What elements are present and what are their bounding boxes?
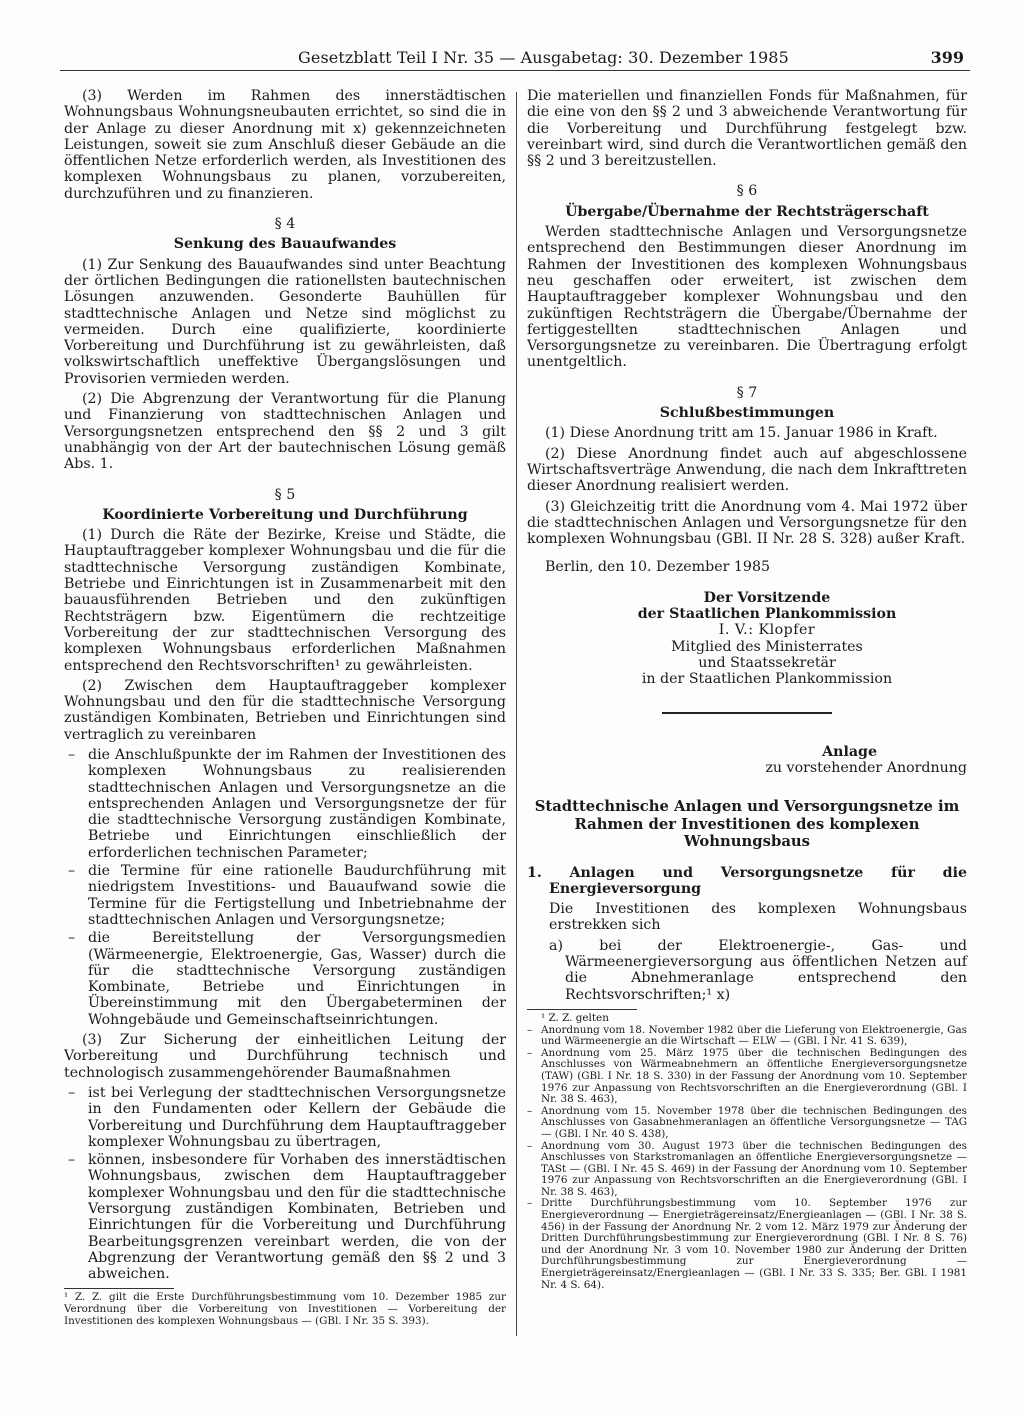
continued-paragraph: Die materiellen und finanziellen Fonds für Maßnahmen, für die eine von den §§ 2 und 3 abweichende Verantwortung für die Vorbereitung und Durchführung festgelegt bzw. vereinbart wird, sind durch die Verantwortlichen gemäß den §§ 2 und 3 bereitzustellen. <box>527 88 967 170</box>
section-4-title: Senkung des Bauaufwandes <box>173 236 397 253</box>
page-number: 399 <box>930 48 964 67</box>
footnote-item: – Anordnung vom 15. November 1978 über die technischen Bedingungen des Anschlusses von Gasabnehmeranlagen an öffentliche Versorgungsnetze — TAG — (GBl. I Nr. 40 S. 438), <box>527 1106 967 1141</box>
footnote-rule <box>64 1288 174 1289</box>
annex-item-1-title: 1. Anlagen und Versorgungsnetze für die Energieversorgung <box>527 864 967 897</box>
left-footnote <box>64 1292 506 1327</box>
section-5-paragraph-3-list <box>64 1085 506 1283</box>
signatory-role-3: in der Staatlichen Plankommission <box>641 671 893 688</box>
section-6-paragraph: Werden stadttechnische Anlagen und Versorgungsnetze entsprechend den Bestimmungen dieser Anordnung im Rahmen der Investitionen des komplexen Wohnungsbaus neu geschaffen oder erweitert, ist zwischen dem Hauptauftraggeber komplexer Wohnungsbau und den zukünftigen Rechtsträgern die Übergabe/Übernahme der fertiggestellten stadttechnischen Anlagen und Versorgungsnetze zu vereinbaren. Die Übertragung erfolgt unentgeltlich. <box>527 224 967 371</box>
section-4-paragraph-1: (1) Zur Senkung des Bauaufwandes sind unter Beachtung der örtlichen Bedingungen die rationellsten bautechnischen Lösungen anzuwenden. Gesonderte Bauhüllen für stadttechnische Anlagen und Netze sind möglichst zu vermeiden. Durch eine qualifizierte, koordinierte Vorbereitung und Durchführung ist zu gewährleisten, daß volkswirtschaftlich uneffektive Übergangslösungen und Provisorien vermieden werden. <box>64 256 506 387</box>
annex-item-1-text: Die Investitionen des komplexen Wohnungsbaus erstrekken sich <box>549 901 967 934</box>
footnote-rule <box>527 1009 637 1010</box>
right-footnote <box>527 1013 967 1291</box>
section-5-number: § 5 <box>274 486 296 503</box>
section-4-number: § 4 <box>274 216 296 233</box>
signature-block <box>567 590 967 688</box>
separator-rule <box>662 712 832 714</box>
list-item: – können, insbesondere für Vorhaben des innerstädtischen Wohnungsbaus, zwischen dem Hauptauftraggeber komplexer Wohnungsbau und den für die stadttechnische Versorgung zuständigen Kombinaten, Betrieben und Einrichtungen für die Vorbereitung und Durchführung Bearbeitungsgrenzen vereinbart werden, die von der Abgrenzung der Verantwortung gemäß den §§ 2 und 3 abweichen. <box>64 1152 506 1282</box>
footnote-list <box>527 1025 967 1292</box>
list-item: – die Bereitstellung der Versorgungsmedien (Wärmeenergie, Elektroenergie, Gas, Wasser) durch die für die stadttechnische Versorgung zuständigen Kombinate, Betriebe und Einrichtungen in Übereinstimmung mit den Übergabeterminen der Wohngebäude und Gemeinschaftseinrichtungen. <box>64 930 506 1028</box>
annex-subtitle: zu vorstehender Anordnung <box>765 759 967 776</box>
section-6-title: Übergabe/Übernahme der Rechtsträgerschaft <box>565 203 929 220</box>
footnote-item: – Anordnung vom 30. August 1973 über die technischen Bedingungen des Anschlusses von Starkstromanlagen an öffentliche Energieversorgungsnetze — TASt — (GBl. I Nr. 45 S. 469) in der Fassung der Anordnung vom 10. September 1976 zur Anpassung von Rechtsvorschriften an die Energieverordnung (GBl. I Nr. 38 S. 463), <box>527 1141 967 1199</box>
place-date: Berlin, den 10. Dezember 1985 <box>545 559 771 576</box>
annex-title: Anlage <box>822 743 877 760</box>
section-4-paragraph-2: (2) Die Abgrenzung der Verantwortung für die Planung und Finanzierung von stadttechnischen Anlagen und Versorgungsnetzen entsprechend den §§ 2 und 3 gilt unabhängig von der Art der bautechnischen Lösung gemäß Abs. 1. <box>64 391 506 473</box>
section-5-paragraph-2: (2) Zwischen dem Hauptauftraggeber komplexer Wohnungsbau und den für die stadttechnische Versorgung zuständigen Kombinaten, Betrieben und Einrichtungen sind vertraglich zu vereinbaren <box>64 677 506 743</box>
footnote-item: – Dritte Durchführungsbestimmung vom 10. September 1976 zur Energieverordnung — Energieträgereinsatz/Energieanlagen — (GBl. I Nr. 38 S. 456) in der Fassung der Anordnung Nr. 2 vom 12. März 1979 zur Änderung der Dritten Durchführungsbestimmung zur Energieverordnung (GBl. I Nr. 8 S. 76) und der Anordnung Nr. 3 vom 10. November 1980 zur Änderung der Dritten Durchführungsbestimmung zur Energieverordnung — Energieträgereinsatz/Energieanlagen — (GBl. I Nr. 33 S. 335; Ber. GBl. I 1981 Nr. 4 S. 64). <box>527 1198 967 1291</box>
section-7-number: § 7 <box>736 384 758 401</box>
signatory-authority: der Staatlichen Plankommission <box>637 606 897 623</box>
list-item: – ist bei Verlegung der stadttechnischen Versorgungsnetze in den Fundamenten oder Kellern der Gebäude die Vorbereitung und Durchführung dem Hauptauftraggeber komplexer Wohnungsbau zu übertragen, <box>64 1085 506 1150</box>
section-7-paragraph-3: (3) Gleichzeitig tritt die Anordnung vom 4. Mai 1972 über die stadttechnischen Anlagen und Versorgungsnetze für den komplexen Wohnungsbau (GBl. II Nr. 28 S. 328) außer Kraft. <box>527 498 967 548</box>
section-5-paragraph-2-list <box>64 747 506 1028</box>
footnote-item: – Anordnung vom 25. März 1975 über die technischen Bedingungen des Anschlusses von Wärmeabnehmern an öffentliche Energieversorgungsnetze (TAW) (GBl. I Nr. 18 S. 330) in der Fassung der Anordnung vom 10. September 1976 zur Anpassung von Rechtsvorschriften an die Energieverordnung (GBl. I Nr. 38 S. 463), <box>527 1048 967 1106</box>
right-column <box>527 88 967 1295</box>
footnote-text: ¹ Z. Z. gilt die Erste Durchführungsbestimmung vom 10. Dezember 1985 zur Verordnung über die Vorbereitung von Investitionen — Vorbereitung der Investitionen des komplexen Wohnungsbaus — (GBl. I Nr. 35 S. 393). <box>64 1291 506 1327</box>
section-5-title: Koordinierte Vorbereitung und Durchführung <box>102 506 468 523</box>
signatory-name: I. V.: Klopfer <box>718 622 816 639</box>
list-item: – die Anschlußpunkte der im Rahmen der Investitionen des komplexen Wohnungsbaus zu realisierenden stadttechnischen Anlagen und Versorgungsnetze an die entsprechenden Anlagen und Versorgungsnetze der für die stadttechnische Versorgung zuständigen Kombinate, Betriebe und Einrichtungen einschließlich der erforderlichen technischen Parameter; <box>64 747 506 861</box>
paragraph-3-5-3: (3) Werden im Rahmen des innerstädtischen Wohnungsbaus Wohnungsneubauten errichtet, so sind die in der Anlage zu dieser Anordnung mit x) gekennzeichneten Leistungen, soweit sie zum Anschluß dieser Gebäude an die öffentlichen Netze erforderlich werden, als Investitionen des komplexen Wohnungsbaus zu planen, vorzubereiten, durchzuführen und zu finanzieren. <box>64 88 506 202</box>
list-item: – die Termine für eine rationelle Baudurchführung mit niedrigstem Investitions- und Bauaufwand sowie die Termine für die Fertigstellung und Inbetriebnahme der stadttechnischen Anlagen und Versorgungsnetze; <box>64 863 506 928</box>
page-header <box>60 46 970 70</box>
section-5-paragraph-3: (3) Zur Sicherung der einheitlichen Leitung der Vorbereitung und Durchführung technisch und technologisch zusammengehörender Baumaßnahmen <box>64 1032 506 1081</box>
annex-label <box>527 744 967 777</box>
section-7-paragraph-1: (1) Diese Anordnung tritt am 15. Januar 1986 in Kraft. <box>545 425 938 442</box>
section-7-paragraph-2: (2) Diese Anordnung findet auch auf abgeschlossene Wirtschaftsverträge Anwendung, die nach dem Inkrafttreten dieser Anordnung realisiert werden. <box>527 445 967 495</box>
section-7-title: Schlußbestimmungen <box>659 405 835 422</box>
signatory-role-1: Mitglied des Ministerrates <box>671 638 863 655</box>
signatory-role-2: und Staatssekretär <box>698 654 836 671</box>
footnote-item: – Anordnung vom 18. November 1982 über die Lieferung von Elektroenergie, Gas und Wärmeenergie an die Wirtschaft — ELW — (GBl. I Nr. 41 S. 639), <box>527 1025 967 1048</box>
section-6-number: § 6 <box>736 183 758 200</box>
header-rule <box>60 70 970 71</box>
left-column <box>64 88 506 1327</box>
footnote-intro: ¹ Z. Z. gelten <box>541 1011 609 1024</box>
column-divider <box>516 92 517 1336</box>
gazette-title: Gesetzblatt Teil I Nr. 35 — Ausgabetag: 30. Dezember 1985 <box>298 48 789 67</box>
annex-item-1-a: a) bei der Elektroenergie-, Gas- und Wärmeenergieversorgung aus öffentlichen Netzen auf die Abnehmeranlage entsprechend den Rechtsvorschriften;¹ x) <box>549 937 967 1003</box>
section-5-paragraph-1: (1) Durch die Räte der Bezirke, Kreise und Städte, die Hauptauftraggeber komplexer Wohnungsbau und die für die stadttechnische Versorgung zuständigen Kombinate, Betriebe und Einrichtungen ist in Zusammenarbeit mit den bauausführenden Betrieben und den zukünftigen Rechtsträgern bzw. Eigentümern die rechtzeitige Vorbereitung der zur stadttechnischen Versorgung des komplexen Wohnungsbaus erforderlichen Maßnahmen entsprechend den Rechtsvorschriften¹ zu gewährleisten. <box>64 527 506 674</box>
annex-heading: Stadttechnische Anlagen und Versorgungsnetze im Rahmen der Investitionen des komplexen Wohnungsbaus <box>534 798 960 851</box>
signatory-title: Der Vorsitzende <box>703 589 831 606</box>
